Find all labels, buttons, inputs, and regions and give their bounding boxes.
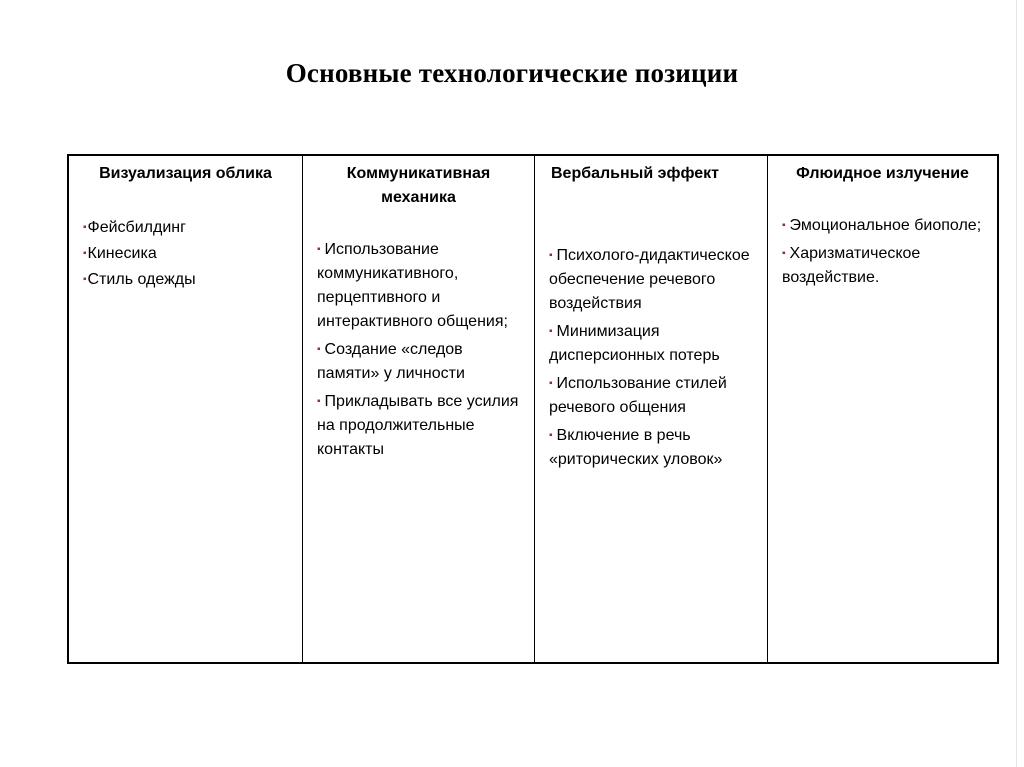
bullet-icon: ▪ [549,430,553,441]
list-item [317,338,520,386]
list-item [549,244,753,316]
list-item [83,216,288,240]
list-item [782,214,983,238]
list-item [317,390,520,462]
item-list [549,244,753,472]
slide-edge-divider [1016,0,1017,767]
bullet-icon: ▪ [83,274,87,285]
column-header: Коммуникативная механика [346,165,491,206]
list-item-text: Харизматическое воздействие. [782,245,921,286]
bullet-icon: ▪ [782,220,786,231]
bullet-icon: ▪ [549,326,553,337]
column-visualization [69,156,302,662]
column-header: Флюидное излучение [796,165,969,182]
list-item-text: Минимизация дисперсионных потерь [549,323,720,364]
list-item [549,372,753,420]
page-title: Основные технологические позиции [285,58,739,88]
list-item [317,238,520,334]
item-list [317,238,520,462]
bullet-icon: ▪ [83,222,87,233]
list-item [83,268,288,292]
list-item [549,424,753,472]
list-item-text: Кинесика [87,245,157,262]
list-item [782,242,983,290]
column-header: Вербальный эффект [551,165,719,182]
list-item-text: Прикладывать все усилия на продолжительные контакты [317,393,519,458]
list-item-text: Фейсбилдинг [87,219,186,236]
column-communicative [302,156,534,662]
column-fluid [767,156,997,662]
item-list [83,216,288,292]
bullet-icon: ▪ [317,244,321,255]
bullet-icon: ▪ [549,378,553,389]
bullet-icon: ▪ [317,396,321,407]
column-header: Визуализация облика [99,165,272,182]
bullet-icon: ▪ [549,250,553,261]
column-verbal [534,156,767,662]
list-item-text: Включение в речь «риторических уловок» [549,427,723,468]
list-item-text: Эмоциональное биополе; [789,217,982,234]
list-item-text: Использование коммуникативного, перцептивного и интерактивного общения; [317,241,508,330]
bullet-icon: ▪ [317,344,321,355]
list-item [83,242,288,266]
list-item-text: Создание «следов памяти» у личности [317,341,465,382]
list-item-text: Использование стилей речевого общения [549,375,727,416]
list-item-text: Стиль одежды [87,271,196,288]
item-list [782,214,983,290]
bullet-icon: ▪ [782,248,786,259]
list-item [549,320,753,368]
bullet-icon: ▪ [83,248,87,259]
positions-table [67,154,999,664]
list-item-text: Психолого-дидактическое обеспечение речевого воздействия [549,247,750,312]
